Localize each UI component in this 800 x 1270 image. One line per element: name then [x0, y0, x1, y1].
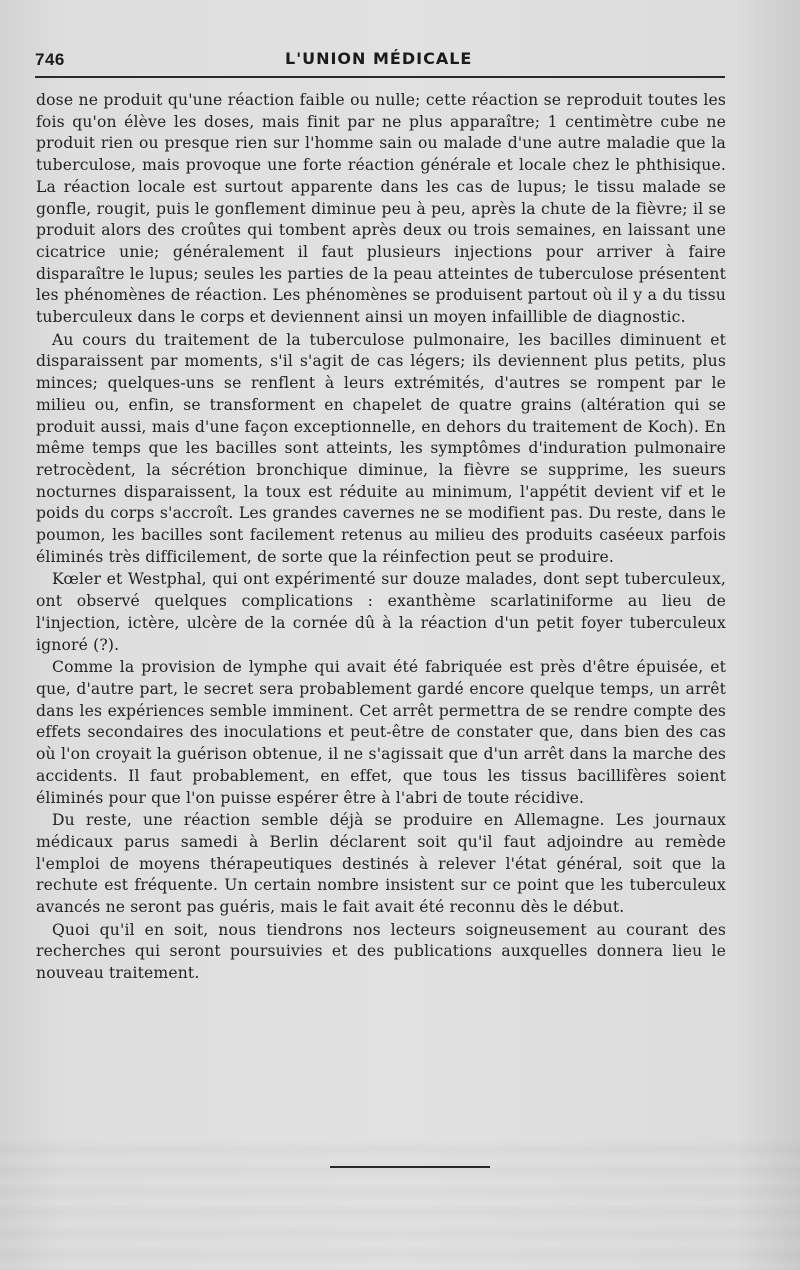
- page-number: 746: [35, 50, 65, 69]
- paragraph-6: Quoi qu'il en soit, nous tiendrons nos lecteurs soigneusement au courant des recherches qui seront poursuivies et des publications auxquelles donnera lieu le nouveau traitement.: [36, 920, 726, 983]
- show-through-bleed: [0, 1140, 800, 1270]
- page-header: [35, 46, 725, 76]
- paragraph-5: Du reste, une réaction semble déjà se produire en Allemagne. Les journaux médicaux parus samedi à Berlin déclarent soit qu'il faut adjoindre au remède l'emploi de moyens thérapeutiques destinés à relever l'état général, soit que la rechute est fréquente. Un certain nombre insistent sur ce point que les tuberculeux avancés ne seront pas guéris, mais le fait avait été reconnu dès le début.: [36, 811, 726, 917]
- header-rule: [35, 76, 725, 78]
- article-body: [36, 90, 726, 986]
- paragraph-1: dose ne produit qu'une réaction faible ou nulle; cette réaction se reproduit toutes les fois qu'on élève les doses, mais finit par ne plus apparaître; 1 centimètre cube ne produit rien ou presque rien sur l'homme sain ou malade d'une autre maladie que la tuberculose, mais provoque une forte réaction générale et locale chez le phthisique. La réaction locale est surtout apparente dans les cas de lupus; le tissu malade se gonfle, rougit, puis le gonflement diminue peu à peu, après la chute de la fièvre; il se produit alors des croûtes qui tombent après deux ou trois semaines, en laissant une cicatrice unie; généralement il faut plusieurs injections pour arriver à faire disparaître le lupus; seules les parties de la peau atteintes de tuberculose présentent les phénomènes de réaction. Les phénomènes se produisent partout où il y a du tissu tuberculeux dans le corps et deviennent ainsi un moyen infaillible de diagnostic.: [36, 91, 726, 327]
- paragraph-3: Kœler et Westphal, qui ont expérimenté sur douze malades, dont sept tuberculeux, ont observé quelques complications : exanthème scarlatiniforme au lieu de l'injection, ictère, ulcère de la cornée dû à la réaction d'un petit foyer tuberculeux ignoré (?).: [36, 570, 726, 654]
- journal-title: L'UNION MÉDICALE: [285, 49, 473, 68]
- paragraph-4: Comme la provision de lymphe qui avait été fabriquée est près d'être épuisée, et que, d'autre part, le secret sera probablement gardé encore quelque temps, un arrêt dans les expériences semble imminent. Cet arrêt permettra de se rendre compte des effets secondaires des inoculations et peut-être de constater que, dans bien des cas où l'on croyait la guérison obtenue, il ne s'agissait que d'un arrêt dans la marche des accidents. Il faut probablement, en effet, que tous les tissus bacillifères soient éliminés pour que l'on puisse espérer être à l'abri de toute récidive.: [36, 658, 726, 807]
- paragraph-2: Au cours du traitement de la tuberculose pulmonaire, les bacilles diminuent et disparaissent par moments, s'il s'agit de cas légers; ils deviennent plus petits, plus minces; quelques-uns se renflent à leurs extrémités, d'autres se rompent par le milieu ou, enfin, se transforment en chapelet de quatre grains (altération qui se produit aussi, mais d'une façon exceptionnelle, en dehors du traitement de Koch). En même temps que les bacilles sont atteints, les symptômes d'induration pulmonaire retrocèdent, la sécrétion bronchique diminue, la fièvre se supprime, les sueurs nocturnes disparaissent, la toux est réduite au minimum, l'appétit devient vif et le poids du corps s'accroît. Les grandes cavernes ne se modifient pas. Du reste, dans le poumon, les bacilles sont facilement retenus au milieu des produits caséeux parfois éliminés très difficilement, de sorte que la réinfection peut se produire.: [36, 330, 726, 566]
